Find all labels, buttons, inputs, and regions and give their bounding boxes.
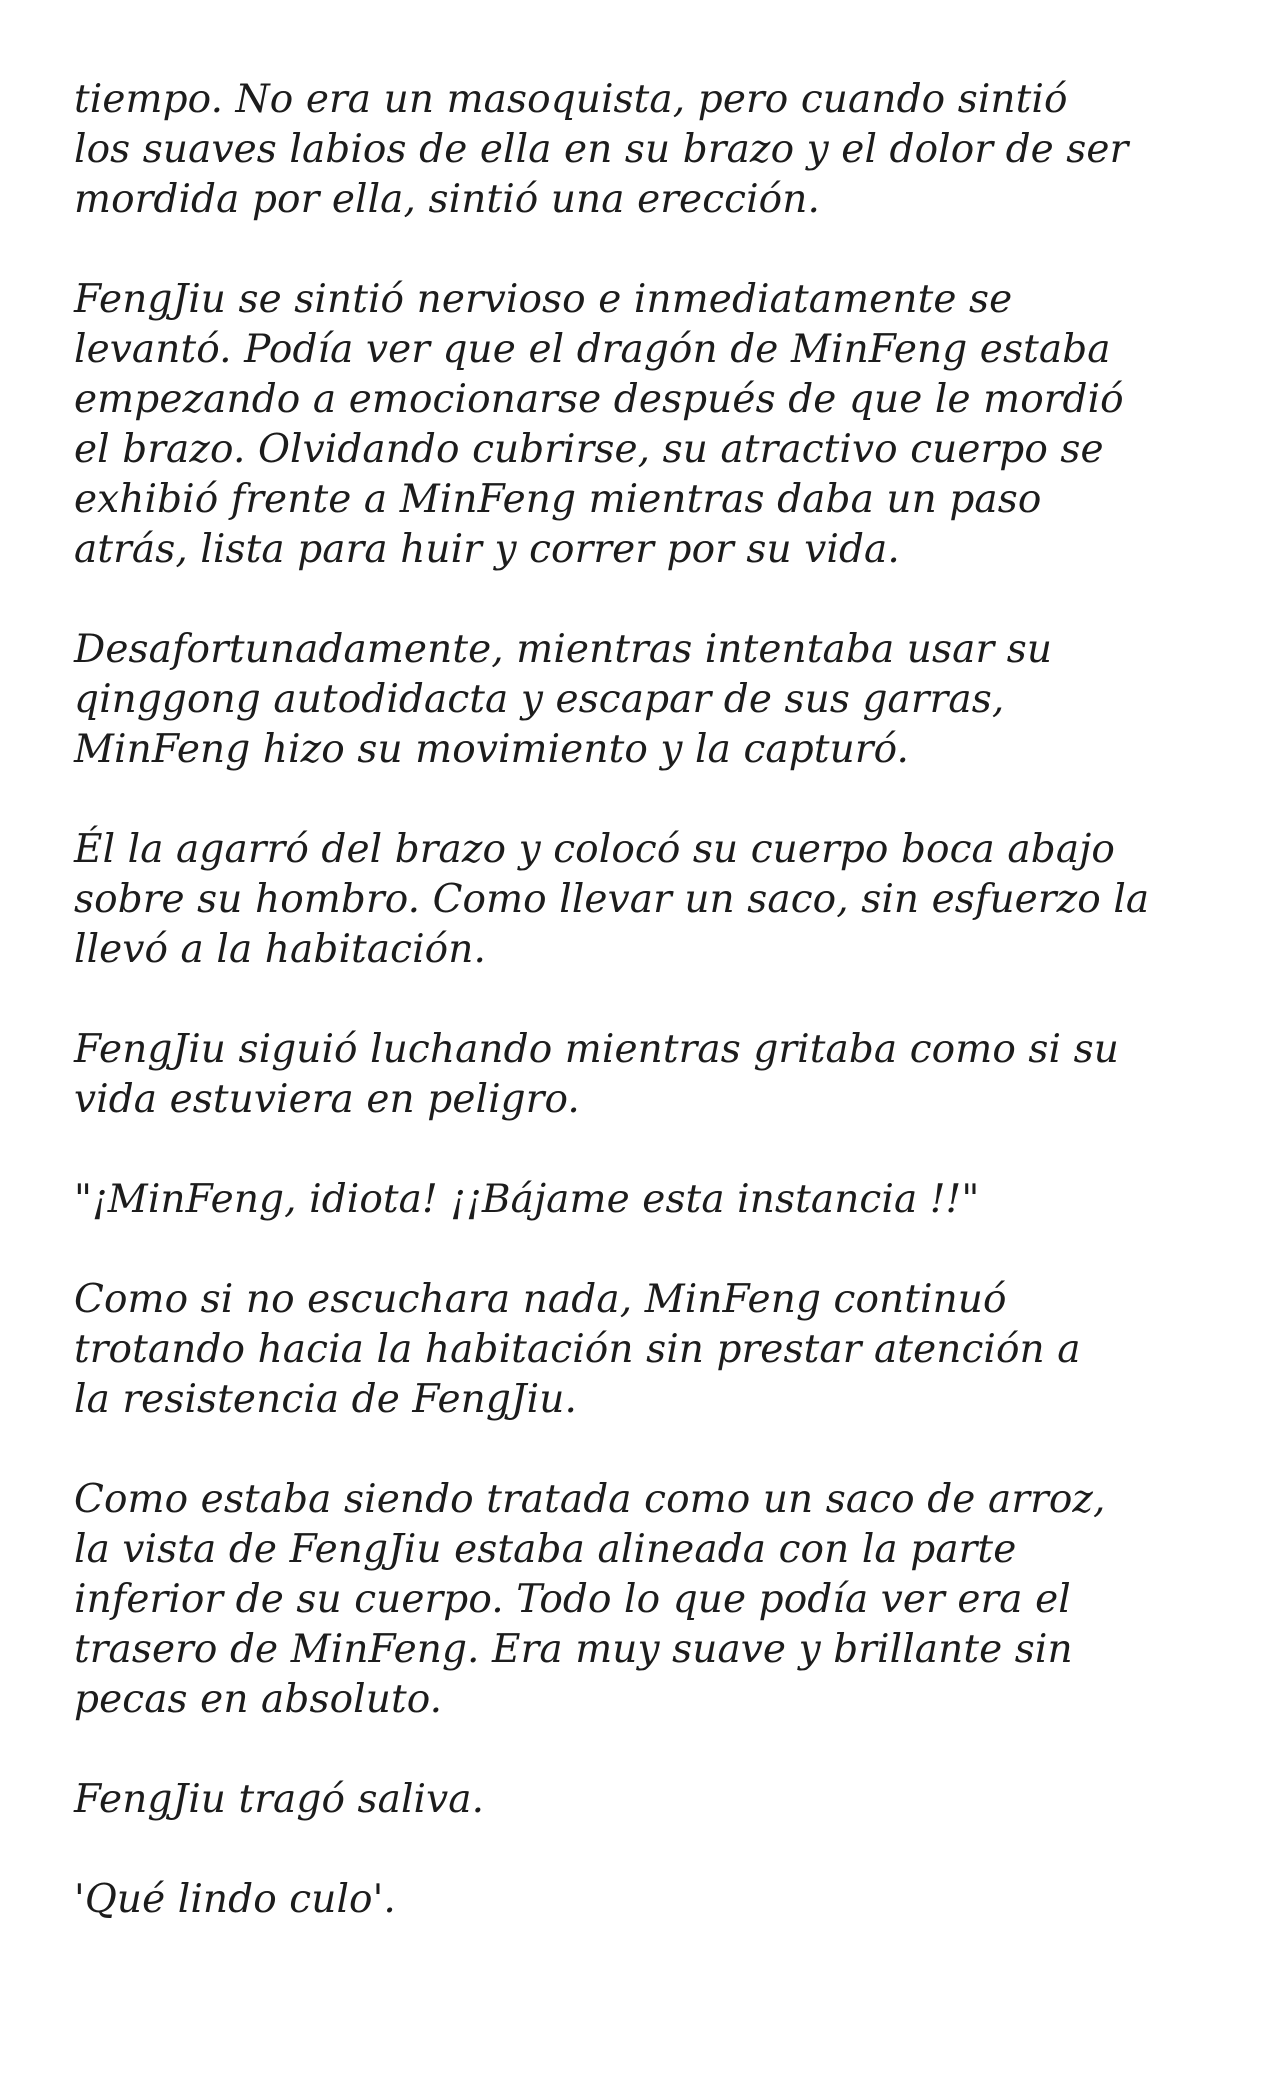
paragraph-3: Desafortunadamente, mientras intentaba usar su qinggong autodidacta y escapar de sus garras, MinFeng hizo su movimiento y la capturó. <box>74 627 1053 772</box>
paragraph-6-dialogue: "¡MinFeng, idiota! ¡¡Bájame esta instancia !!" <box>74 1177 980 1222</box>
paragraph-5: FengJiu siguió luchando mientras gritaba como si su vida estuviera en peligro. <box>74 1027 1119 1122</box>
paragraph-7: Como si no escuchara nada, MinFeng continuó trotando hacia la habitación sin prestar atención a la resistencia de FengJiu. <box>74 1277 1081 1422</box>
paragraph-8: Como estaba siendo tratada como un saco de arroz, la vista de FengJiu estaba alineada con la parte inferior de su cuerpo. Todo lo que podía ver era el trasero de MinFeng. Era muy suave y brillante sin pecas en absoluto. <box>74 1477 1106 1722</box>
paragraph-9: FengJiu tragó saliva. <box>74 1777 485 1822</box>
paragraph-2: FengJiu se sintió nervioso e inmediatamente se levantó. Podía ver que el dragón de MinFeng estaba empezando a emocionarse después de que le mordió el brazo. Olvidando cubrirse, su atractivo cuerpo se exhibió frente a MinFeng mientras daba un paso atrás, lista para huir y correr por su vida. <box>74 277 1124 572</box>
story-text <box>74 75 1235 1925</box>
paragraph-10-thought: 'Qué lindo culo'. <box>74 1877 396 1922</box>
paragraph-4: Él la agarró del brazo y colocó su cuerpo boca abajo sobre su hombro. Como llevar un saco, sin esfuerzo la llevó a la habitación. <box>74 827 1150 972</box>
paragraph-1: tiempo. No era un masoquista, pero cuando sintió los suaves labios de ella en su brazo y el dolor de ser mordida por ella, sintió una erección. <box>74 77 1129 222</box>
